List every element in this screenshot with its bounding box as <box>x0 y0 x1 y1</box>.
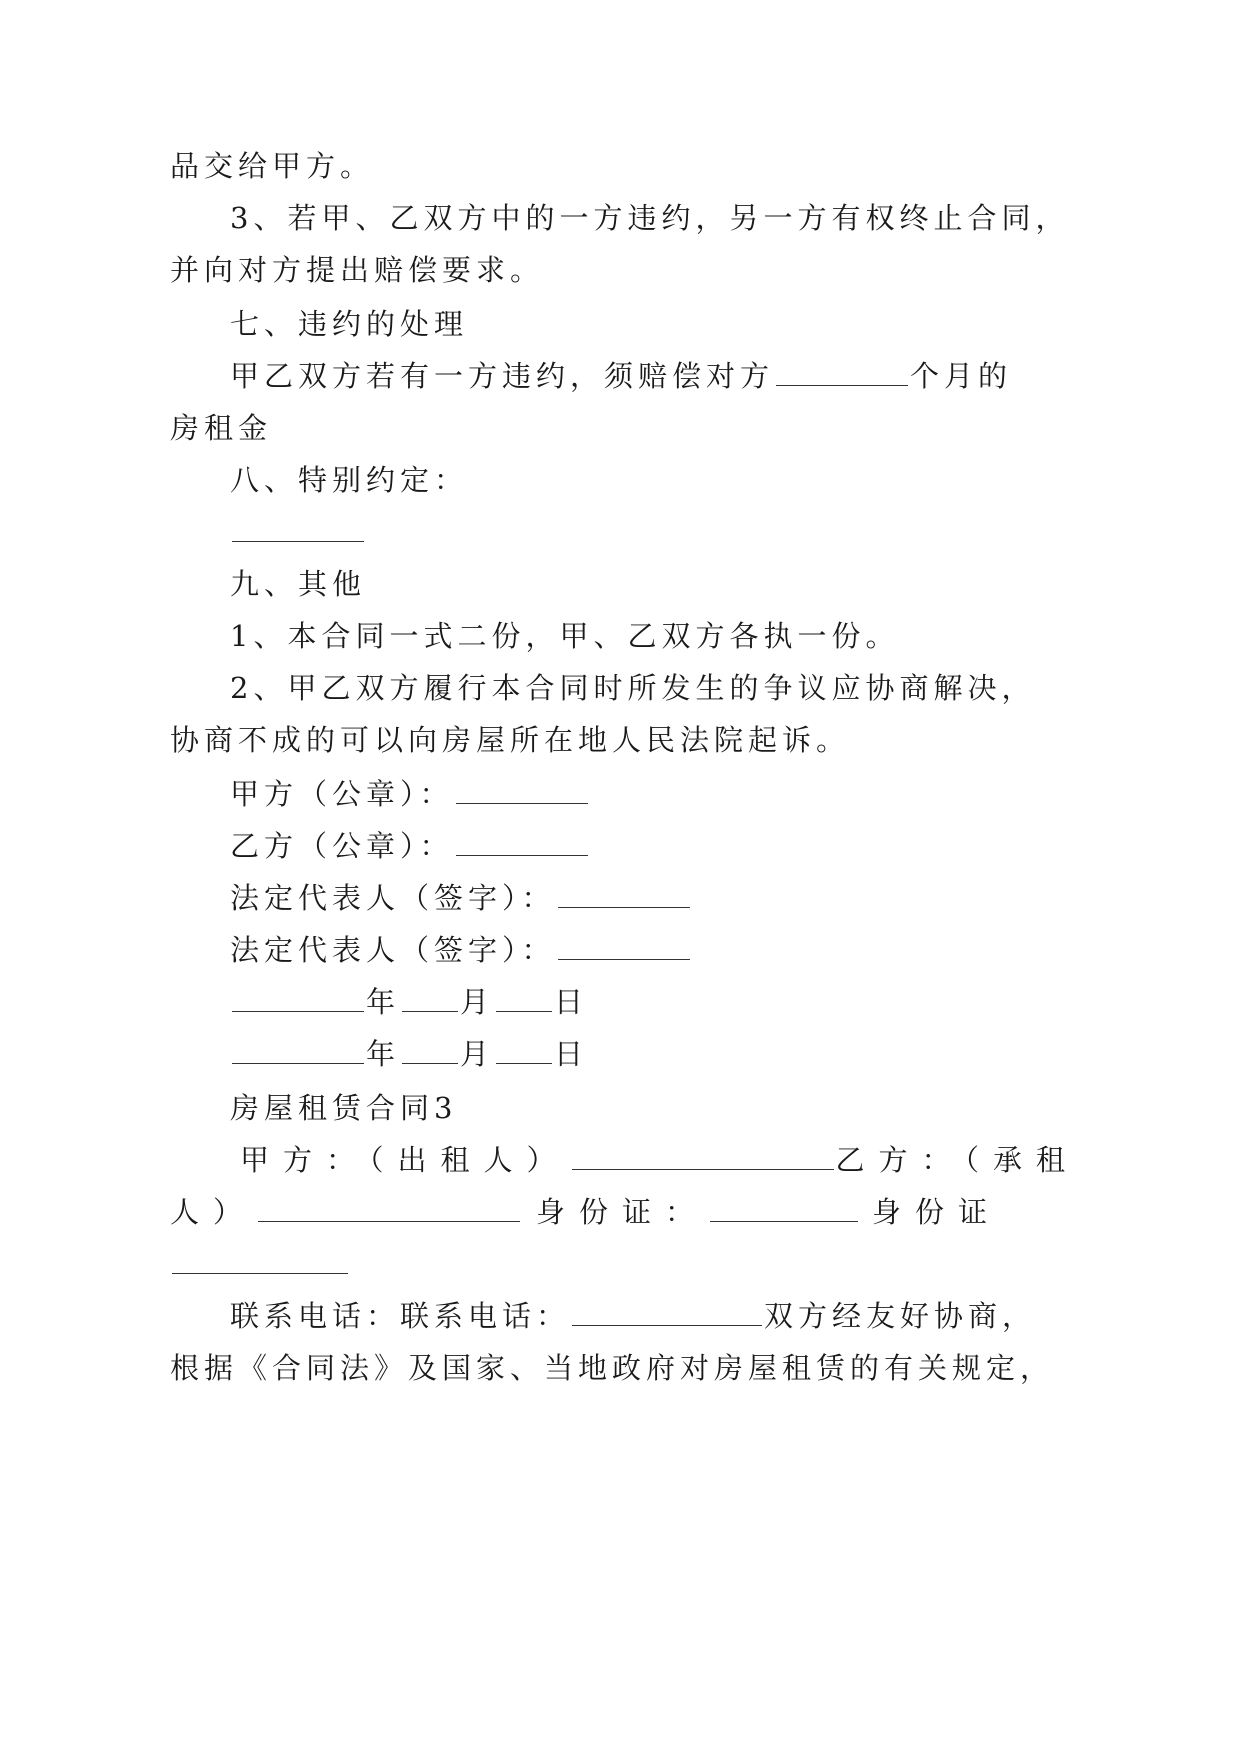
clause-9-2: 2、甲乙双方履行本合同时所发生的争议应协商解决， <box>230 671 1036 705</box>
label: 法定代表人（签字）： <box>230 881 556 915</box>
label: 乙方：（承租 <box>835 1143 1080 1177</box>
label: 身份证 <box>872 1195 1002 1229</box>
blank-line <box>258 1197 520 1222</box>
text-segment: 个月的 <box>910 359 1013 393</box>
blank-line <box>456 831 588 856</box>
section-heading-7: 七、违约的处理 <box>230 307 469 341</box>
blank-line <box>232 987 364 1012</box>
legal-rep-signature-a <box>230 880 692 916</box>
label: 联系电话：联系电话： <box>230 1299 571 1333</box>
label: 身份证： <box>536 1195 709 1229</box>
blank-line <box>456 779 588 804</box>
blank-line <box>402 1039 458 1064</box>
clause-9-1: 1、本合同一式二份，甲、乙双方各执一份。 <box>230 619 900 653</box>
contact-phone <box>230 1298 1036 1334</box>
text-line: 根据《合同法》及国家、当地政府对房屋租赁的有关规定， <box>170 1351 1055 1385</box>
date-line-a <box>230 984 588 1020</box>
label: 甲方（公章）： <box>230 777 454 811</box>
blank-line <box>558 935 690 960</box>
id-card-blank <box>170 1246 350 1282</box>
blank-line <box>572 1145 834 1170</box>
party-b-seal <box>230 828 590 864</box>
month-label: 月 <box>460 1037 495 1071</box>
text-segment: 甲乙双方若有一方违约，须赔偿对方 <box>230 359 775 393</box>
clause-6-3: 3、若甲、乙双方中的一方违约，另一方有权终止合同， <box>230 201 1070 235</box>
day-label: 日 <box>554 985 589 1019</box>
text-line: 品交给甲方。 <box>170 149 375 183</box>
date-line-b <box>230 1036 588 1072</box>
legal-rep-signature-b <box>230 932 692 968</box>
text-line: 并向对方提出赔偿要求。 <box>170 253 545 287</box>
blank-line <box>402 987 458 1012</box>
label: 人） <box>170 1195 257 1229</box>
section-heading-9: 九、其他 <box>230 567 367 601</box>
blank-line <box>232 517 364 542</box>
text-line: 协商不成的可以向房屋所在地人民法院起诉。 <box>170 723 851 757</box>
party-a-seal <box>230 776 590 812</box>
day-label: 日 <box>554 1037 589 1071</box>
blank-line <box>496 1039 552 1064</box>
section-heading-8: 八、特别约定： <box>230 463 469 497</box>
label: 乙方（公章）： <box>230 829 454 863</box>
party-a-lessor <box>240 1142 1079 1178</box>
breach-clause <box>230 358 1012 394</box>
blank-line <box>572 1301 762 1326</box>
label: 甲方：（出租人） <box>240 1143 570 1177</box>
party-b-lessee <box>170 1194 1001 1230</box>
blank-line <box>232 1039 364 1064</box>
blank-line <box>710 1197 858 1222</box>
blank-line <box>496 987 552 1012</box>
blank-line <box>776 361 908 386</box>
year-label: 年 <box>366 985 401 1019</box>
year-label: 年 <box>366 1037 401 1071</box>
month-label: 月 <box>460 985 495 1019</box>
blank-line <box>558 883 690 908</box>
text-line: 房租金 <box>170 411 273 445</box>
blank-line <box>172 1249 348 1274</box>
special-terms-blank <box>230 514 366 550</box>
contract-title: 房屋租赁合同3 <box>230 1091 458 1125</box>
label: 法定代表人（签字）： <box>230 933 556 967</box>
text-segment: 双方经友好协商， <box>764 1299 1037 1333</box>
